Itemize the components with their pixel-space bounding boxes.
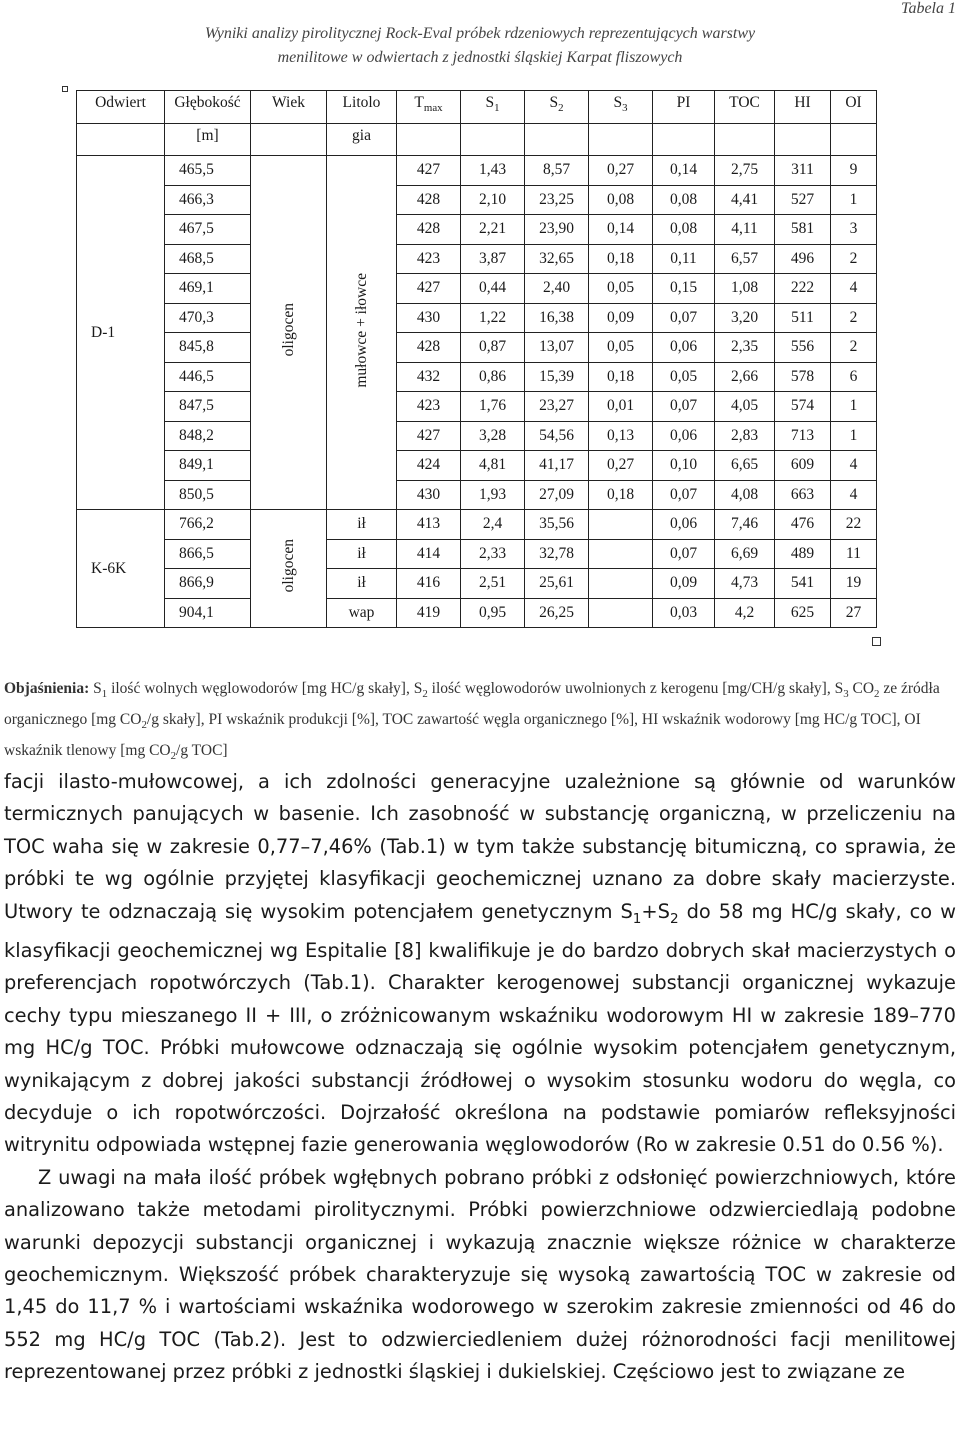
value-cell: 511 — [775, 303, 831, 333]
value-cell: 41,17 — [525, 451, 589, 481]
value-cell: 2,66 — [715, 362, 775, 392]
well-cell: K-6K — [77, 510, 165, 628]
value-cell: 0,18 — [589, 362, 653, 392]
value-cell: 7,46 — [715, 510, 775, 540]
table-row — [77, 569, 877, 599]
value-cell: 4,81 — [461, 451, 525, 481]
value-cell: 222 — [775, 274, 831, 304]
value-cell: 25,61 — [525, 569, 589, 599]
value-cell: 428 — [397, 185, 461, 215]
table-row — [77, 598, 877, 628]
value-cell: 4 — [831, 480, 877, 510]
value-cell: 489 — [775, 539, 831, 569]
table-row — [77, 185, 877, 215]
caption-line-2: menilitowe w odwiertach z jednostki śląskiej Karpat fliszowych — [277, 49, 683, 66]
value-cell: 427 — [397, 156, 461, 186]
value-cell: 6 — [831, 362, 877, 392]
value-cell — [589, 510, 653, 540]
table-row — [77, 451, 877, 481]
depth-cell: 847,5 — [165, 392, 251, 422]
value-cell: 2,10 — [461, 185, 525, 215]
value-cell: 32,78 — [525, 539, 589, 569]
table-row — [77, 510, 877, 540]
value-cell: 0,06 — [653, 510, 715, 540]
value-cell: 423 — [397, 244, 461, 274]
value-cell: 428 — [397, 215, 461, 245]
lithology-cell: ił — [327, 539, 397, 569]
header-depth-unit: [m] — [165, 123, 251, 156]
table-row — [77, 303, 877, 333]
header-depth: Głębokość — [165, 91, 251, 124]
value-cell: 0,18 — [589, 480, 653, 510]
header-litho-2: gia — [327, 123, 397, 156]
value-cell: 2,33 — [461, 539, 525, 569]
value-cell: 35,56 — [525, 510, 589, 540]
value-cell: 23,27 — [525, 392, 589, 422]
value-cell: 8,57 — [525, 156, 589, 186]
value-cell: 0,08 — [653, 185, 715, 215]
table-row — [77, 333, 877, 363]
value-cell: 527 — [775, 185, 831, 215]
value-cell: 1,08 — [715, 274, 775, 304]
depth-cell: 850,5 — [165, 480, 251, 510]
value-cell: 19 — [831, 569, 877, 599]
value-cell: 22 — [831, 510, 877, 540]
value-cell — [589, 539, 653, 569]
depth-cell: 849,1 — [165, 451, 251, 481]
value-cell: 1 — [831, 185, 877, 215]
value-cell: 4,73 — [715, 569, 775, 599]
value-cell: 496 — [775, 244, 831, 274]
value-cell: 2,83 — [715, 421, 775, 451]
value-cell: 0,27 — [589, 451, 653, 481]
header-s1: $S_1$ — [461, 91, 525, 124]
value-cell: 430 — [397, 480, 461, 510]
depth-cell: 866,9 — [165, 569, 251, 599]
value-cell: 0,10 — [653, 451, 715, 481]
value-cell: 2 — [831, 244, 877, 274]
value-cell: 663 — [775, 480, 831, 510]
value-cell: 0,07 — [653, 303, 715, 333]
value-cell: 9 — [831, 156, 877, 186]
value-cell: 2,40 — [525, 274, 589, 304]
value-cell: 4 — [831, 451, 877, 481]
value-cell: 2,4 — [461, 510, 525, 540]
header-pi: PI — [653, 91, 715, 124]
value-cell: 13,07 — [525, 333, 589, 363]
table-row — [77, 421, 877, 451]
value-cell: 0,44 — [461, 274, 525, 304]
header-oi: OI — [831, 91, 877, 124]
value-cell: 581 — [775, 215, 831, 245]
table-row — [77, 215, 877, 245]
header-litho: Litolo — [327, 91, 397, 124]
body-text — [4, 766, 956, 1389]
value-cell: 609 — [775, 451, 831, 481]
value-cell: 2,35 — [715, 333, 775, 363]
value-cell: 0,13 — [589, 421, 653, 451]
depth-cell: 470,3 — [165, 303, 251, 333]
value-cell: 6,65 — [715, 451, 775, 481]
value-cell: 1,22 — [461, 303, 525, 333]
table-caption — [0, 22, 960, 70]
value-cell: 2,21 — [461, 215, 525, 245]
caption-line-1: Wyniki analizy pirolitycznej Rock-Eval próbek rdzeniowych reprezentujących warstwy — [204, 25, 756, 42]
value-cell: 3,20 — [715, 303, 775, 333]
value-cell: 427 — [397, 274, 461, 304]
well-cell: D-1 — [77, 156, 165, 510]
value-cell: 574 — [775, 392, 831, 422]
value-cell: 0,95 — [461, 598, 525, 628]
value-cell: 32,65 — [525, 244, 589, 274]
value-cell: 3,28 — [461, 421, 525, 451]
explanation: Objaśnienia: $S_1$ ilość wolnych węglowodorów [mg HC/g skały], $S_2$ ilość węglowodorów uwolnionych z kerogenu [mg/CH/g skały], $S_3$ $CO_2$ ze źródła organicznego [mg $CO_2/g$ skały], PI wskaźnik produkcji [%], TOC zawartość węgla organicznego [%], HI wskaźnik wodorowy [mg HC/g TOC], OI wskaźnik tlenowy [mg $CO_2/g$ TOC] — [4, 680, 940, 763]
value-cell: 0,06 — [653, 421, 715, 451]
depth-cell: 468,5 — [165, 244, 251, 274]
value-cell: 0,05 — [589, 274, 653, 304]
value-cell: 432 — [397, 362, 461, 392]
value-cell: 0,87 — [461, 333, 525, 363]
value-cell: 26,25 — [525, 598, 589, 628]
value-cell: 0,14 — [589, 215, 653, 245]
table-row — [77, 392, 877, 422]
depth-cell: 766,2 — [165, 510, 251, 540]
lithology-cell: ił — [327, 510, 397, 540]
value-cell: 0,09 — [653, 569, 715, 599]
value-cell: 4,08 — [715, 480, 775, 510]
table-row — [77, 480, 877, 510]
value-cell: 0,09 — [589, 303, 653, 333]
value-cell: 0,05 — [653, 362, 715, 392]
selection-handle — [62, 86, 68, 92]
value-cell: 6,69 — [715, 539, 775, 569]
value-cell: 3 — [831, 215, 877, 245]
value-cell: 0,15 — [653, 274, 715, 304]
value-cell: 27 — [831, 598, 877, 628]
depth-cell: 848,2 — [165, 421, 251, 451]
depth-cell: 904,1 — [165, 598, 251, 628]
value-cell: 6,57 — [715, 244, 775, 274]
value-cell: 3,87 — [461, 244, 525, 274]
depth-cell: 466,3 — [165, 185, 251, 215]
value-cell: 4,11 — [715, 215, 775, 245]
header-s2: $S_2$ — [525, 91, 589, 124]
value-cell — [589, 569, 653, 599]
value-cell: 1,43 — [461, 156, 525, 186]
value-cell: 428 — [397, 333, 461, 363]
header-tmax: $T_{max}$ — [397, 91, 461, 124]
value-cell: 1,76 — [461, 392, 525, 422]
value-cell: 2,51 — [461, 569, 525, 599]
depth-cell: 465,5 — [165, 156, 251, 186]
table-row — [77, 274, 877, 304]
value-cell: 4 — [831, 274, 877, 304]
lithology-cell: mułowce + iłowce — [327, 156, 397, 510]
value-cell: 416 — [397, 569, 461, 599]
value-cell: 11 — [831, 539, 877, 569]
depth-cell: 866,5 — [165, 539, 251, 569]
table-row — [77, 539, 877, 569]
value-cell: 16,38 — [525, 303, 589, 333]
value-cell: 4,41 — [715, 185, 775, 215]
value-cell: 0,01 — [589, 392, 653, 422]
table-row — [77, 362, 877, 392]
value-cell: 23,25 — [525, 185, 589, 215]
value-cell: 423 — [397, 392, 461, 422]
value-cell: 0,08 — [589, 185, 653, 215]
value-cell: 413 — [397, 510, 461, 540]
lithology-cell: ił — [327, 569, 397, 599]
header-well: Odwiert — [77, 91, 165, 124]
value-cell: 2 — [831, 303, 877, 333]
value-cell: 1 — [831, 392, 877, 422]
header-toc: TOC — [715, 91, 775, 124]
depth-cell: 469,1 — [165, 274, 251, 304]
rock-eval-table — [76, 90, 877, 628]
value-cell: 419 — [397, 598, 461, 628]
value-cell: 0,06 — [653, 333, 715, 363]
value-cell: 311 — [775, 156, 831, 186]
value-cell: 0,07 — [653, 392, 715, 422]
selection-handle — [872, 637, 881, 646]
value-cell: 0,27 — [589, 156, 653, 186]
age-cell: oligocen — [251, 510, 327, 628]
header-hi: HI — [775, 91, 831, 124]
paragraph-2: Z uwagi na mała ilość próbek wgłębnych pobrano próbki z odsłonięć powierzchniowych, które analizowano także metodami pirolitycznymi. Próbki powierzchniowe odzwierciedlają podobne warunki depozycji substancji organicznej i wykazują znacznie większe różnice w charakterze geochemicznym. Większość próbek charakteryzuje się wysoką zawartością TOC w zakresie od 1,45 do 11,7 % i wartościami wskaźnika wodorowego w szerokim zakresie zmienności od 46 do 552 mg HC/g TOC (Tab.2). Jest to odzwierciedleniem dużej różnorodności facji menilitowej reprezentowanej przez próbki z jednostki śląskiej i dukielskiej. Częściowo jest to związane ze — [4, 1165, 956, 1384]
table-row — [77, 156, 877, 186]
value-cell: 0,14 — [653, 156, 715, 186]
explanation-title: Objaśnienia: — [4, 680, 90, 697]
value-cell: 0,07 — [653, 480, 715, 510]
value-cell: 713 — [775, 421, 831, 451]
value-cell: 578 — [775, 362, 831, 392]
value-cell: 4,05 — [715, 392, 775, 422]
value-cell: 1 — [831, 421, 877, 451]
value-cell: 0,11 — [653, 244, 715, 274]
value-cell: 1,93 — [461, 480, 525, 510]
value-cell: 427 — [397, 421, 461, 451]
paragraph-1: facji ilasto-mułowcowej, a ich zdolności generacyjne uzależnione są głównie od warunków termicznych panujących w basenie. Ich zasobność w substancję organiczną, w przeliczeniu na TOC waha się w zakresie 0,77–7,46% (Tab.1) w tym także substancję bitumiczną, co sprawia, że próbki te wg ogólnie przyjętej klasyfikacji geochemicznej uznano za dobre skały macierzyste. Utwory te odznaczają się wysokim potencjałem genetycznym $S_1+S_2$ do 58 mg HC/g skały, co w klasyfikacji geochemicznej wg Espitalie [8] kwalifikuje je do bardzo dobrych skał macierzystych o preferencjach ropotwórczych (Tab.1). Charakter kerogenowej substancji organicznej wykazuje cechy typu mieszanego II + III, o zróżnicowanym wskaźniku wodorowym HI w zakresie 189–770 mg HC/g TOC. Próbki mułowcowe odznaczają się ogólnie wysokim potencjałem genetycznym, wynikającym z dobrej jakości substancji źródłowej o wysokim stosunku wodoru do węgla, co decyduje o ich ropotwórczości. Dojrzałość określona na podstawie pomiarów refleksyjności witrynitu odpowiada wstępnej fazie generowania węglowodorów (Ro w zakresie 0.51 do 0.56 %). — [4, 770, 956, 1157]
value-cell: 556 — [775, 333, 831, 363]
depth-cell: 845,8 — [165, 333, 251, 363]
value-cell: 430 — [397, 303, 461, 333]
value-cell: 476 — [775, 510, 831, 540]
depth-cell: 467,5 — [165, 215, 251, 245]
value-cell: 15,39 — [525, 362, 589, 392]
value-cell: 23,90 — [525, 215, 589, 245]
value-cell: 0,18 — [589, 244, 653, 274]
value-cell: 0,07 — [653, 539, 715, 569]
value-cell: 0,05 — [589, 333, 653, 363]
value-cell: 27,09 — [525, 480, 589, 510]
value-cell: 0,86 — [461, 362, 525, 392]
lithology-cell: wap — [327, 598, 397, 628]
table-row — [77, 244, 877, 274]
depth-cell: 446,5 — [165, 362, 251, 392]
header-s3: $S_3$ — [589, 91, 653, 124]
value-cell: 2,75 — [715, 156, 775, 186]
value-cell: 54,56 — [525, 421, 589, 451]
header-age: Wiek — [251, 91, 327, 124]
value-cell: 625 — [775, 598, 831, 628]
value-cell: 424 — [397, 451, 461, 481]
value-cell: 414 — [397, 539, 461, 569]
value-cell: 0,03 — [653, 598, 715, 628]
table-label: Tabela 1 — [901, 0, 956, 17]
value-cell: 0,08 — [653, 215, 715, 245]
value-cell: 2 — [831, 333, 877, 363]
value-cell: 4,2 — [715, 598, 775, 628]
value-cell: 541 — [775, 569, 831, 599]
value-cell — [589, 598, 653, 628]
age-cell: oligocen — [251, 156, 327, 510]
